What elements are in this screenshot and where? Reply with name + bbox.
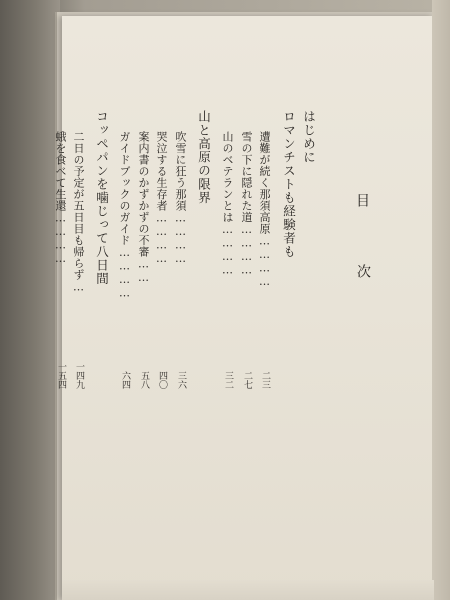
toc-entry: 案内書のかずかずの不審…… — [137, 131, 150, 285]
toc-entry: 山のベテランとは………… — [221, 131, 234, 277]
toc-chapter-yama: 山と高原の限界 — [196, 110, 212, 205]
toc-page-number: 一五四 — [56, 362, 66, 389]
toc-page-number: 一四九 — [74, 362, 84, 389]
toc-entry: 雪の下に隠れた道………… — [240, 131, 253, 277]
toc-page-number: 三二 — [223, 371, 233, 389]
toc-entry: 哭泣する生存者………… — [155, 131, 168, 266]
toc-page-number: 二三 — [260, 371, 270, 389]
toc-page-number: 三六 — [176, 371, 186, 389]
toc-entry: 遭難が続く那須高原………… — [258, 131, 271, 289]
right-page-edge — [432, 0, 450, 600]
bottom-page-edge — [62, 580, 434, 600]
toc-page-number: 五八 — [139, 371, 149, 389]
toc-entry: 吹雪に狂う那須………… — [174, 131, 187, 266]
toc-entry: 蛾を食べて生還………… — [54, 131, 67, 266]
toc-chapter-koppepan: コッペパンを噛じって八日間 — [94, 110, 110, 286]
toc-page-number: 六四 — [120, 371, 130, 389]
toc-entry: ガイドブックのガイド………… — [118, 131, 131, 300]
desk-shadow — [0, 0, 60, 600]
book-page — [62, 16, 434, 600]
toc-title-mokuji-2: 次 — [355, 264, 371, 279]
toc-entry: 二日の予定が五日目も帰らず… — [72, 131, 85, 294]
toc-page-number: 二七 — [242, 371, 252, 389]
toc-page-number: 四〇 — [157, 371, 167, 389]
toc-chapter-hajimeni: はじめに — [301, 110, 317, 164]
toc-chapter-romanchist: ロマンチストも経験者も — [281, 110, 297, 259]
toc-title-mokuji-1: 目 — [354, 193, 370, 208]
